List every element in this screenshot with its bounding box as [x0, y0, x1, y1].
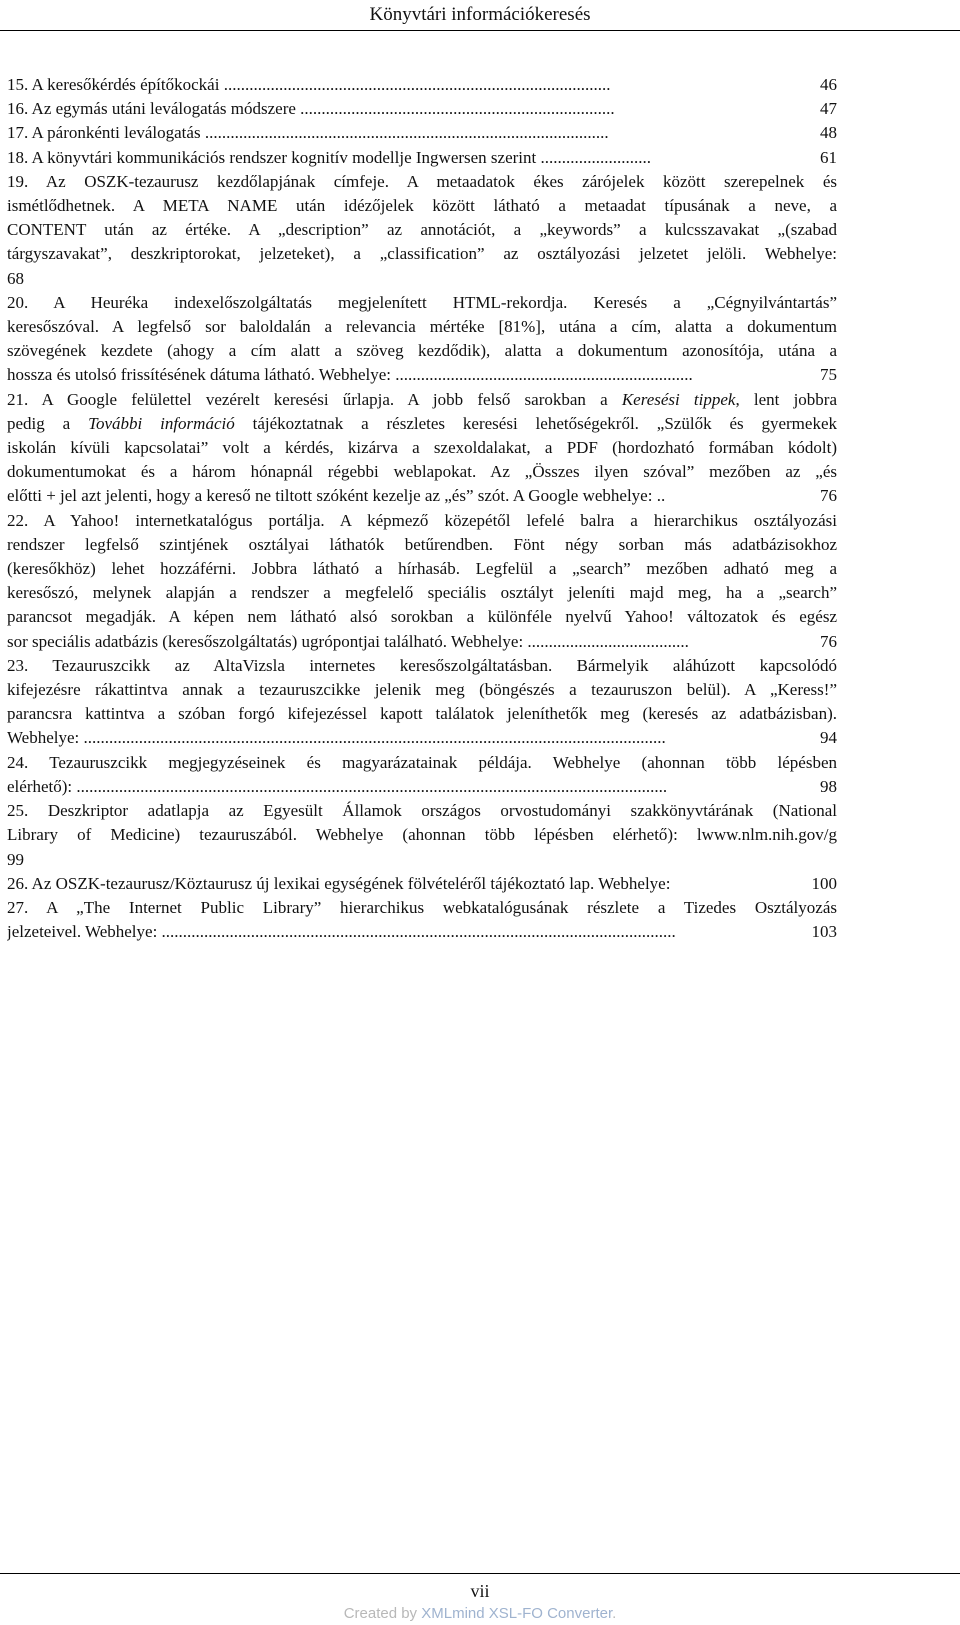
page-ref[interactable]: 47 — [820, 99, 837, 119]
page-footer — [0, 1573, 960, 1625]
page-number: vii — [470, 1581, 490, 1601]
page-ref[interactable]: 98 — [820, 776, 837, 796]
running-title: Könyvtári információkeresés — [369, 4, 591, 25]
list-item: 17. A páronkénti leválogatás ............................................................................................... 48 — [7, 121, 837, 145]
list-item: 27. A „The Internet Public Library” hierarchikus webkatalógusának részlete a Tizedes Osztályozás jelzeteivel. Webhelye: ......................................................................................................................... 103 — [7, 896, 837, 944]
list-item: 22. A Yahoo! internetkatalógus portálja. A képmező közepétől lefelé balra a hierarchikus osztályozási rendszer legfelső szintjének osztályai láthatók betűrendben. Fönt négy sorban más adatbázisokhoz (keresőkhöz) lehet hozzáférni. Jobbra látható a hírhasáb. Legfelül a „search” mezőben adható meg a keresőszó, melynek alapján a rendszer a megfelelő speciális osztályt jeleníti majd meg, ha a „search” parancsot megadják. A képen nem látható alsó sorokban a különféle nyelvű Yahoo! változatok és egész sor speciális adatbázis (keresőszolgáltatás) ugrópontjai található. Webhelye: ...................................... 76 — [7, 509, 837, 654]
list-item: 18. A könyvtári kommunikációs rendszer kognitív modellje Ingwersen szerint .......................... 61 — [7, 146, 837, 170]
list-item: 23. Tezauruszcikk az AltaVizsla internetes keresőszolgáltatásban. Bármelyik aláhúzott kapcsolódó kifejezésre rákattintva annak a tezauruszcikke jelenik meg (böngészés a tezauruszon belül). A „Keress!” parancsra kattintva a szóban forgó kifejezéssel kapott találatok jeleníthetők meg (keresés az adatbázisban). Webhelye: ......................................................................................................................................... 94 — [7, 654, 837, 751]
list-item: 26. Az OSZK-tezaurusz/Köztaurusz új lexikai egységének fölvételéről tájékoztató lap. Webhelye: 100 — [7, 872, 837, 896]
footer-rule — [0, 1573, 960, 1574]
page-ref[interactable]: 99 — [7, 849, 24, 869]
page-ref[interactable]: 48 — [820, 123, 837, 143]
page-ref[interactable]: 103 — [811, 922, 837, 942]
list-item: 21. A Google felülettel vezérelt keresési űrlapja. A jobb felső sarokban a Keresési tippek, lent jobbra pedig a További információ tájékoztatnak a részletes keresési lehetőségekről. „Szülők és gyermekek iskolán kívüli kapcsolatai” volt a kérdés, kizárva a szexoldalakat, a PDF (hordozható formában kódolt) dokumentumokat és a három hónapnál régebbi weblapokat. Az „Összes ilyen szóval” mezőben az „és előtti + jel azt jelenti, hogy a kereső ne tiltott szóként kezelje az „és” szót. A Google webhelye: .. 76 — [7, 388, 837, 509]
page-ref[interactable]: 46 — [820, 75, 837, 94]
list-item: 16. Az egymás utáni leválogatás módszere .......................................................................... 47 — [7, 97, 837, 121]
list-item: 15. A keresőkérdés építőkockái ........................................................................................... 46 — [7, 73, 837, 97]
figure-list — [7, 73, 837, 944]
generator-credit: Created by XMLmind XSL-FO Converter. — [343, 1605, 617, 1622]
page-ref[interactable]: 94 — [820, 728, 837, 748]
page-ref[interactable]: 76 — [820, 631, 837, 651]
page-ref[interactable]: 61 — [820, 147, 837, 167]
header-rule — [0, 30, 960, 31]
page-header — [0, 0, 960, 33]
page-ref[interactable]: 76 — [820, 486, 837, 506]
list-item: 24. Tezauruszcikk megjegyzéseinek és magyarázatainak példája. Webhelye (ahonnan több lépésben elérhető): ........................................................................................................................................... 98 — [7, 751, 837, 799]
credit-link[interactable]: XMLmind XSL-FO Converter — [421, 1605, 613, 1622]
list-item: 19. Az OSZK-tezaurusz kezdőlapjának címfeje. A metaadatok ékes zárójelek között szerepelnek és ismétlődhetnek. A META NAME után idézőjelek között látható a metaadat típusának a neve, a CONTENT után az értéke. A „description” az annotációt, a „keywords” a kulcsszavakat „(szabad tárgyszavakat”, deszkriptorokat, jelzeteket), a „classification” az osztályozási jelzetet jelöli. Webhelye: 68 — [7, 170, 837, 291]
page-ref[interactable]: 68 — [7, 268, 24, 288]
page-ref[interactable]: 75 — [820, 365, 837, 385]
list-item: 20. A Heuréka indexelőszolgáltatás megjelenített HTML-rekordja. Keresés a „Cégnyilvántartás” keresőszóval. A legfelső sor baloldalán a relevancia mértéke [81%], utána a cím, alatta a dokumentum szövegének kezdete (ahogy a cím alatt a szöveg kezdődik), alatta a dokumentum azonosítója, utána a hossza és utolsó frissítésének dátuma látható. Webhelye: ...................................................................... 75 — [7, 291, 837, 388]
page-ref[interactable]: 100 — [811, 873, 837, 893]
list-item: 25. Deszkriptor adatlapja az Egyesült Államok országos orvostudományi szakkönyvtárának (National Library of Medicine) tezauruszából. Webhelye (ahonnan több lépésben elérhető): lwww.nlm.nih.gov/g 99 — [7, 799, 837, 872]
